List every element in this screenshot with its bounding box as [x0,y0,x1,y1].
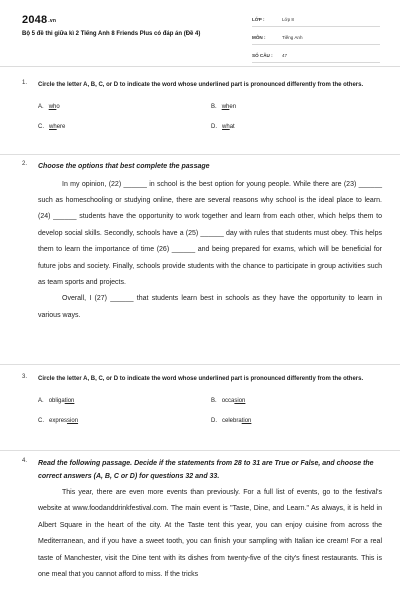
meta-value: Lớp 8 [282,16,294,22]
meta-label: SỐ CÂU : [252,52,273,58]
document-title: Bộ 5 đề thi giữa kì 2 Tiếng Anh 8 Friends Plus có đáp án (Đề 4) [22,31,201,37]
option-a[interactable]: A. who [38,104,60,110]
question-number: 4. [22,458,28,464]
section-divider [0,364,400,365]
question-1 [22,80,382,130]
question-number: 1. [22,80,28,86]
meta-label: MÔN : [252,34,266,40]
passage-paragraph: Overall, I (27) ______ that students learn best in schools as they have the opportunity to learn in various ways. [38,295,382,319]
option-c[interactable]: C. where [38,124,66,130]
meta-row-subject [252,30,380,45]
question-number: 2. [22,161,28,167]
question-instruction: Circle the letter A, B, C, or D to indicate the word whose underlined part is pronounced differently from the others. [38,82,364,88]
site-logo[interactable] [22,14,56,26]
logo-domain: .vn [48,18,57,24]
meta-label: LỚP : [252,16,265,22]
reading-passage [38,485,382,583]
option-b[interactable]: B. when [211,104,237,110]
passage-paragraph: In my opinion, (22) ______ in school is the best option for young people. While there are (23) ______ such as homeschooling or studying online, there are several reasons why school is the ideal place to learn. (24) ______ students have the opportunity to work together and learn from each other, which helps them to develop social skills. Secondly, schools have a (25) ______ day with rules that students must obey. This helps them to learn the importance of time (26) ______ and being prepared for exams, which will be beneficial for future jobs and society. Finally, schools provide students with the chance to participate in group activities such as team sports and projects. [38,180,382,286]
question-number: 3. [22,374,28,380]
option-d[interactable]: D. what [211,124,235,130]
meta-value: 47 [282,52,288,58]
reading-passage [38,177,382,325]
passage-paragraph: This year, there are even more events than previously. For a full list of events, go to the festival's website at www.foodanddrinkfestival.com. The main event is "Taste, Dine, and Learn." As always, it is held in Albert Square in the heart of the city. At the Taste tent this year, you can enjoy cuisine from across the Mediterranean, and if you have a sweet tooth, you can finish your sampling with Italian ice cream! For a real taste of Manchester, visit the Dine tent with its dishes from twenty-five of the city's finest restaurants. This is one meal that you cannot afford to miss. If the tricks [38,489,382,579]
logo-text: 2048 [22,14,48,26]
option-a[interactable]: A. obligation [38,398,75,404]
meta-value: Tiếng Anh [282,34,303,40]
meta-table [252,12,380,66]
option-d[interactable]: D. celebration [211,418,252,424]
section-divider [0,450,400,451]
meta-row-class [252,12,380,27]
question-3 [22,374,382,424]
option-b[interactable]: B. occasion [211,398,246,404]
document-header [0,0,400,67]
meta-row-count [252,48,380,63]
question-instruction: Read the following passage. Decide if the statements from 28 to 31 are True or False, and choose the correct answers (A, B, C or D) for questions 32 and 33. [38,460,374,480]
question-2 [22,161,382,324]
section-divider [0,154,400,155]
option-c[interactable]: C. expression [38,418,79,424]
question-instruction: Choose the options that best complete the passage [38,163,210,170]
answer-options [38,398,382,424]
question-instruction: Circle the letter A, B, C, or D to indicate the word whose underlined part is pronounced differently from the others. [38,376,364,382]
question-4 [22,458,382,583]
answer-options [38,104,382,130]
